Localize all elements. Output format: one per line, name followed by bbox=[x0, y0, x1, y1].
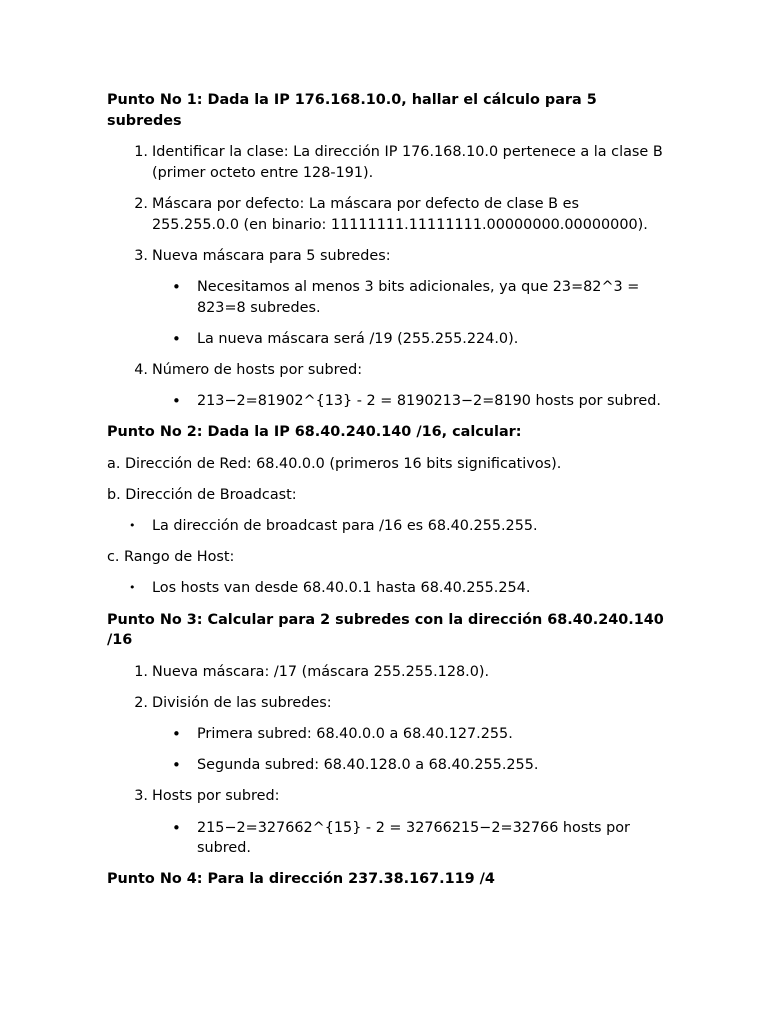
bullet-item bbox=[172, 329, 667, 350]
host-range-list bbox=[107, 578, 667, 599]
bullet-item bbox=[172, 277, 667, 318]
bullet-text: 215−2=327662^{15} - 2 = 32766215−2=32766 hosts por subred. bbox=[197, 819, 630, 857]
step-text: Nueva máscara para 5 subredes: bbox=[152, 247, 391, 264]
step-text: División de las subredes: bbox=[152, 694, 332, 711]
broadcast-label: b. Dirección de Broadcast: bbox=[107, 486, 297, 503]
step-number: 1. bbox=[134, 663, 148, 680]
step-text: Identificar la clase: La dirección IP 176.168.10.0 pertenece a la clase B (primer octeto entre 128-191). bbox=[152, 143, 663, 181]
document-body bbox=[107, 90, 667, 901]
bullet-icon: • bbox=[172, 392, 181, 411]
bullet-icon: • bbox=[129, 519, 136, 533]
bullet-icon: • bbox=[172, 818, 181, 837]
bullet-list bbox=[152, 818, 667, 859]
bullet-icon: • bbox=[172, 756, 181, 775]
host-range-label: c. Rango de Host: bbox=[107, 549, 235, 566]
bullet-text: La dirección de broadcast para /16 es 68.40.255.255. bbox=[152, 518, 538, 535]
bullet-item bbox=[129, 516, 667, 537]
bullet-icon: • bbox=[172, 329, 181, 348]
bullet-list bbox=[152, 277, 667, 350]
section-3-steps bbox=[107, 662, 667, 859]
bullet-item bbox=[172, 724, 667, 745]
section-1-heading: Punto No 1: Dada la IP 176.168.10.0, hallar el cálculo para 5 subredes bbox=[107, 92, 597, 129]
broadcast-list bbox=[107, 516, 667, 537]
bullet-item bbox=[172, 755, 667, 776]
bullet-icon: • bbox=[172, 277, 181, 296]
step-text: Máscara por defecto: La máscara por defecto de clase B es 255.255.0.0 (en binario: 11111111.11111111.00000000.00000000). bbox=[152, 195, 648, 233]
bullet-text: Primera subred: 68.40.0.0 a 68.40.127.255. bbox=[197, 725, 513, 742]
section-2-heading: Punto No 2: Dada la IP 68.40.240.140 /16, calcular: bbox=[107, 424, 522, 441]
step-item bbox=[134, 246, 667, 350]
bullet-item bbox=[129, 578, 667, 599]
step-item bbox=[134, 360, 667, 412]
step-text: Nueva máscara: /17 (máscara 255.255.128.0). bbox=[152, 663, 490, 680]
step-item bbox=[134, 662, 667, 683]
bullet-text: 213−2=81902^{13} - 2 = 8190213−2=8190 hosts por subred. bbox=[197, 393, 661, 410]
step-item bbox=[134, 194, 667, 235]
bullet-text: Los hosts van desde 68.40.0.1 hasta 68.40.255.254. bbox=[152, 580, 531, 597]
step-text: Hosts por subred: bbox=[152, 788, 280, 805]
section-1-steps bbox=[107, 142, 667, 412]
bullet-icon: • bbox=[172, 724, 181, 743]
step-text: Número de hosts por subred: bbox=[152, 362, 363, 379]
bullet-item bbox=[172, 391, 667, 412]
bullet-text: Segunda subred: 68.40.128.0 a 68.40.255.255. bbox=[197, 757, 539, 774]
step-number: 4. bbox=[134, 362, 148, 379]
step-number: 2. bbox=[134, 694, 148, 711]
step-item bbox=[134, 786, 667, 859]
section-4-heading: Punto No 4: Para la dirección 237.38.167.119 /4 bbox=[107, 871, 495, 888]
bullet-icon: • bbox=[129, 581, 136, 595]
network-address-line: a. Dirección de Red: 68.40.0.0 (primeros 16 bits significativos). bbox=[107, 455, 562, 472]
step-number: 3. bbox=[134, 247, 148, 264]
step-item bbox=[134, 142, 667, 183]
bullet-list bbox=[152, 724, 667, 776]
step-number: 2. bbox=[134, 195, 148, 212]
bullet-text: La nueva máscara será /19 (255.255.224.0). bbox=[197, 330, 519, 347]
section-3-heading: Punto No 3: Calcular para 2 subredes con la dirección 68.40.240.140 /16 bbox=[107, 611, 664, 649]
bullet-text: Necesitamos al menos 3 bits adicionales, ya que 23=82^3 = 823=8 subredes. bbox=[197, 278, 640, 316]
step-item bbox=[134, 693, 667, 776]
bullet-list bbox=[152, 391, 667, 412]
step-number: 3. bbox=[134, 788, 148, 805]
step-number: 1. bbox=[134, 143, 148, 160]
bullet-item bbox=[172, 818, 667, 859]
